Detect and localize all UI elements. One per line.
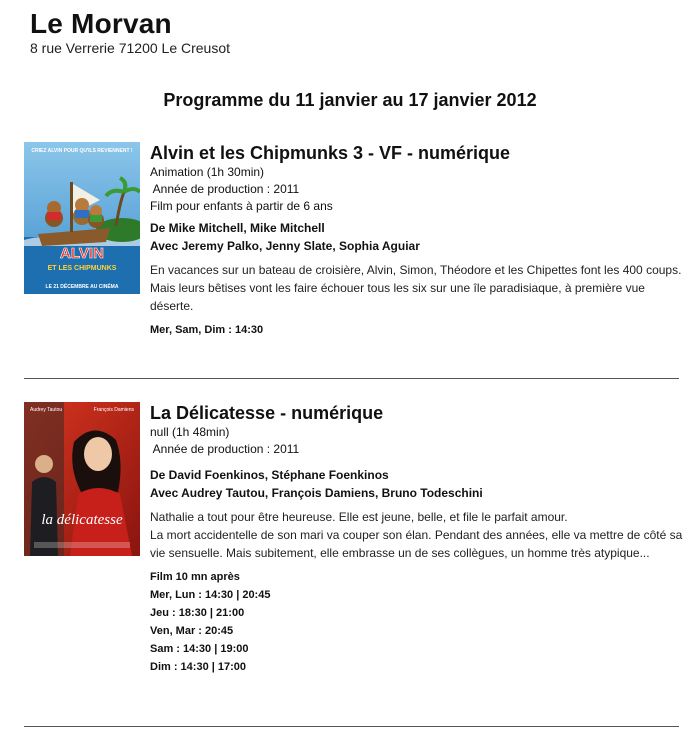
movie-title[interactable]: Alvin et les Chipmunks 3 - VF - numérique: [150, 143, 511, 163]
synopsis-line: La mort accidentelle de son mari va couper son élan. Pendant des années, elle va mettre de côté sa vie sensuelle. Mais subitement, elle embrasse un de ses collègues, un homme très atypique...: [150, 528, 683, 560]
showtime-line: Mer, Lun : 14:30 | 20:45: [150, 589, 271, 601]
poster-tagline: CRIEZ ALVIN POUR QU'ILS REVIENNENT !: [31, 148, 133, 154]
movie-entry-alvin: [24, 142, 684, 342]
showtime-line: Sam : 14:30 | 19:00: [150, 643, 249, 655]
cinema-address: 8 rue Verrerie 71200 Le Creusot: [30, 40, 231, 56]
movie-synopsis: En vacances sur un bateau de croisière, Alvin, Simon, Théodore et les Chipettes font les 400 coups. Mais leurs bêtises vont les faire échouer tous les six sur une île paradisiaque, à première vue déserte.: [150, 263, 682, 313]
movie-showtimes: [150, 568, 684, 676]
movie-info: [150, 142, 684, 339]
separator: [24, 726, 679, 727]
separator: [24, 378, 679, 379]
movie-credits: [150, 466, 684, 502]
movie-cast: Avec Jeremy Palko, Jenny Slate, Sophia Aguiar: [150, 239, 420, 253]
programme-title: Programme du 11 janvier au 17 janvier 2012: [163, 90, 537, 110]
cinema-name: Le Morvan: [30, 8, 172, 39]
movie-directors: De David Foenkinos, Stéphane Foenkinos: [150, 468, 389, 482]
movie-poster[interactable]: [24, 142, 140, 294]
movie-cast: Avec Audrey Tautou, François Damiens, Bruno Todeschini: [150, 486, 483, 500]
movie-genre-duration: Animation (1h 30min): [150, 165, 265, 179]
movie-audience: Film pour enfants à partir de 6 ans: [150, 199, 333, 213]
showtime-line: Dim : 14:30 | 17:00: [150, 661, 247, 673]
poster-actor-right: François Damiens: [93, 407, 134, 413]
showtime-line: Ven, Mar : 20:45: [150, 625, 234, 637]
showtime-line: Mer, Sam, Dim : 14:30: [150, 324, 264, 336]
movie-showtimes: [150, 321, 684, 339]
poster-actor-left: Audrey Tautou: [30, 407, 63, 413]
synopsis-line: Nathalie a tout pour être heureuse. Elle est jeune, belle, et file le parfait amour.: [150, 510, 568, 524]
movie-production-year: Année de production : 2011: [150, 442, 300, 456]
poster-logo-sub: ET LES CHIPMUNKS: [47, 265, 117, 272]
movie-production-year: Année de production : 2011: [150, 182, 300, 196]
poster-logo: ALVIN: [60, 245, 104, 262]
movie-poster[interactable]: [24, 402, 140, 556]
movie-title[interactable]: La Délicatesse - numérique: [150, 403, 384, 423]
movie-info: [150, 402, 684, 676]
movie-synopsis: [150, 508, 684, 562]
poster-release: LE 21 DÉCEMBRE AU CINÉMA: [45, 284, 119, 290]
movie-directors: De Mike Mitchell, Mike Mitchell: [150, 221, 325, 235]
movie-entry-delicatesse: [24, 402, 684, 702]
showtime-note: Film 10 mn après: [150, 571, 240, 583]
movie-credits: [150, 219, 684, 255]
poster-logo: la délicatesse: [41, 512, 123, 528]
showtime-line: Jeu : 18:30 | 21:00: [150, 607, 245, 619]
movie-genre-duration: null (1h 48min): [150, 425, 230, 439]
